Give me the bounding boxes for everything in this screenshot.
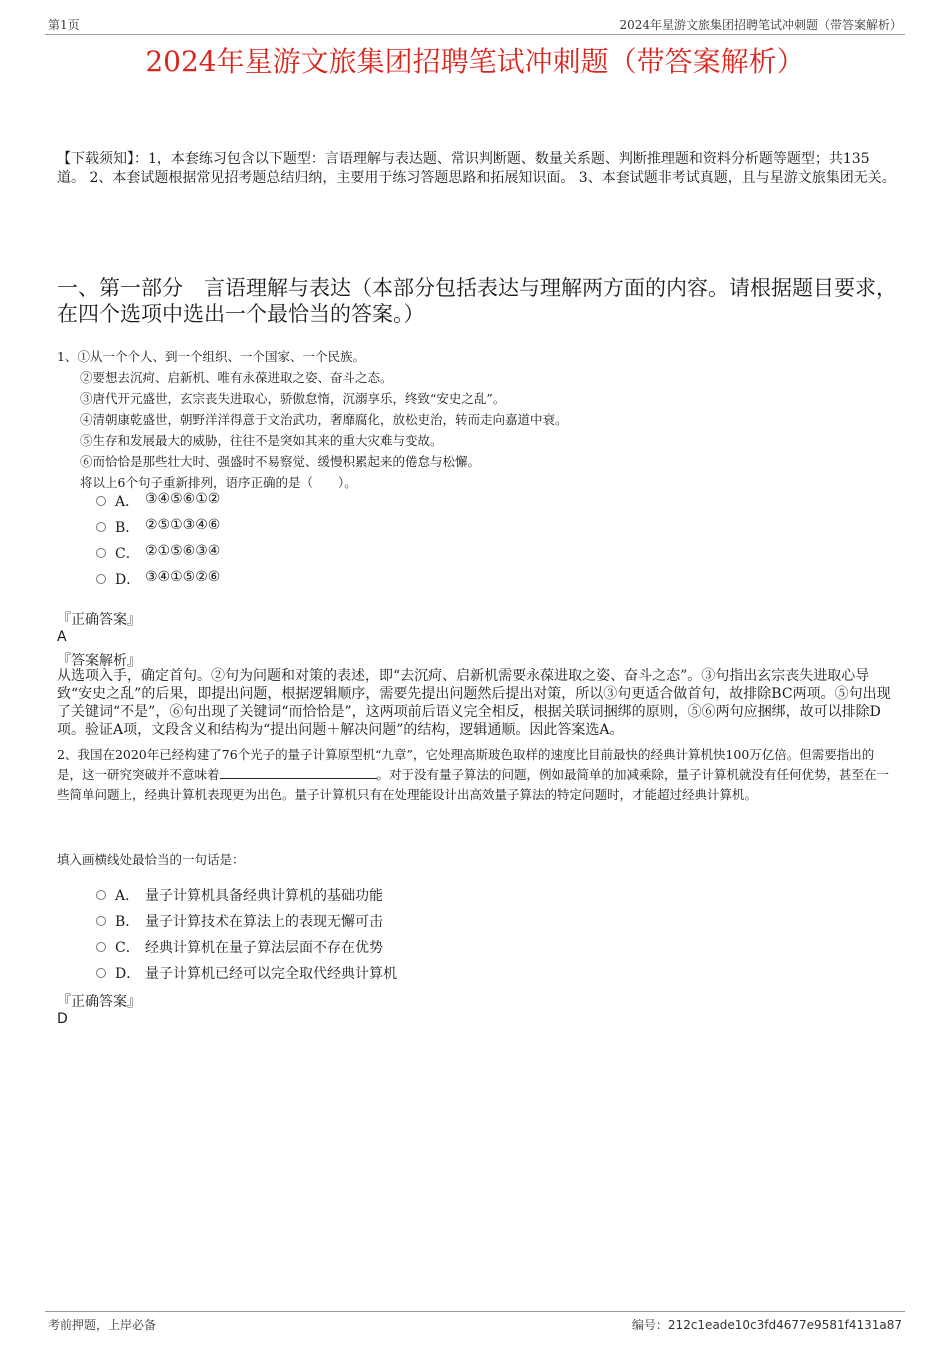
q1-line-2: ②要想去沉疴、启新机、唯有永葆进取之姿、奋斗之态。 bbox=[80, 370, 393, 385]
q1-explanation-label: 『答案解析』 bbox=[57, 653, 141, 669]
question-2-stem bbox=[57, 745, 897, 805]
q2-text-after: 。对于没有量子算法的问题，例如最简单的加减乘除，量子计算机就没有任何优势，甚至在一些简单问题上，经典计算机表现更为出色。量子计算机只有在处理能设计出高效量子算法的特定问题时，才能超过经典计算机。 bbox=[57, 767, 890, 802]
q1-prompt: 将以上6个句子重新排列，语序正确的是（ ）。 bbox=[80, 475, 357, 490]
radio-button-icon[interactable] bbox=[96, 942, 106, 952]
radio-button-icon[interactable] bbox=[96, 968, 106, 978]
page-header bbox=[45, 16, 905, 35]
q1-answer: A bbox=[57, 629, 67, 645]
radio-button-icon[interactable] bbox=[96, 548, 106, 558]
q1-answer-label: 『正确答案』 bbox=[57, 612, 141, 628]
footer-code: 编号：212c1eade10c3fd4677e9581f4131a87 bbox=[631, 1318, 902, 1332]
footer-slogan: 考前押题，上岸必备 bbox=[48, 1318, 157, 1332]
q2-answer-label: 『正确答案』 bbox=[57, 994, 141, 1010]
header-doc-title: 2024年星游文旅集团招聘笔试冲刺题（带答案解析） bbox=[619, 18, 902, 32]
fill-blank-line bbox=[220, 766, 377, 779]
q1-line-1: 1、①从一个个人、到一个组织、一个国家、一个民族。 bbox=[57, 349, 365, 364]
page-title: 2024年星游文旅集团招聘笔试冲刺题（带答案解析） bbox=[145, 45, 805, 78]
download-notice: 【下载须知】：1，本套练习包含以下题型：言语理解与表达题、常识判断题、数量关系题、判断推理题和资料分析题等题型；共135道。 2、本套试题根据常见招考题总结归纳，主要用于练习答题思路和拓展知识面。 3、本套试题非考试真题，且与星游文旅集团无关。 bbox=[57, 151, 896, 186]
q1-line-5: ⑤生存和发展最大的威胁，往往不是突如其来的重大灾难与变故。 bbox=[80, 433, 443, 448]
q2-text-before: 2、我国在2020年已经构建了76个光子的量子计算原型机“九章”，它处理高斯玻色取样的速度比目前最快的经典计算机快100万亿倍。但需要指出的是，这一研究突破并不意味着 bbox=[57, 747, 875, 782]
q1-explanation: 从选项入手，确定首句。②句为问题和对策的表述，即“去沉疴、启新机需要永葆进取之姿、奋斗之态”。③句指出玄宗丧失进取心导致“安史之乱”的后果，即提出问题，根据逻辑顺序，需要先提出问题然后提出对策，所以③句更适合做首句，故排除BC两项。⑤句出现了关键词“不是”，⑥句出现了关键词“而恰恰是”，这两项前后语义完全相反，根据关联词捆绑的原则，⑤⑥两句应捆绑，故可以排除D项。验证A项，文段含义和结构为“提出问题＋解决问题”的结构，逻辑通顺。因此答案选A。 bbox=[57, 668, 891, 738]
radio-button-icon[interactable] bbox=[96, 890, 106, 900]
q1-line-3: ③唐代开元盛世，玄宗丧失进取心，骄傲怠惰，沉溺享乐，终致“安史之乱”。 bbox=[80, 391, 506, 406]
page-footer bbox=[45, 1311, 905, 1332]
q2-fill-prompt: 填入画横线处最恰当的一句话是： bbox=[57, 852, 245, 867]
radio-button-icon[interactable] bbox=[96, 916, 106, 926]
page-number: 第1页 bbox=[48, 18, 80, 32]
radio-button-icon[interactable] bbox=[96, 574, 106, 584]
radio-button-icon[interactable] bbox=[96, 522, 106, 532]
q1-line-4: ④清朝康乾盛世，朝野洋洋得意于文治武功，奢靡腐化，放松吏治，转而走向嘉道中衰。 bbox=[80, 412, 568, 427]
q1-line-6: ⑥而恰恰是那些壮大时、强盛时不易察觉、缓慢积累起来的倦怠与松懈。 bbox=[80, 454, 481, 469]
radio-button-icon[interactable] bbox=[96, 496, 106, 506]
q2-answer: D bbox=[57, 1011, 68, 1027]
section-heading: 一、第一部分 言语理解与表达（本部分包括表达与理解两方面的内容。请根据题目要求，在四个选项中选出一个最恰当的答案。） bbox=[57, 276, 897, 326]
